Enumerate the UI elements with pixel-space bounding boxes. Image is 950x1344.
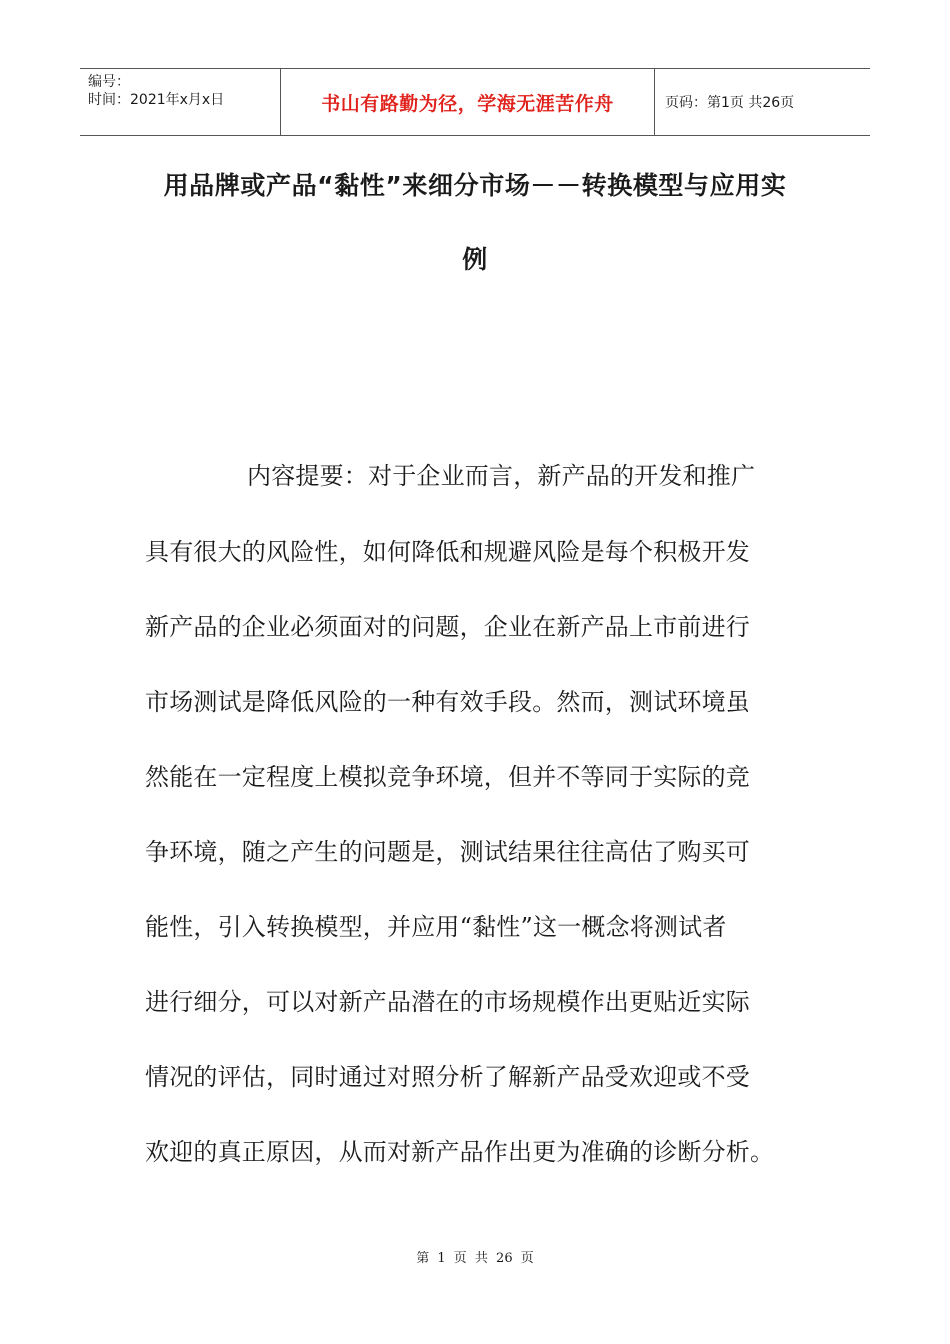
document-date-label: 时间：2021年x月x日 [88,92,225,108]
header-motto-cell [281,69,655,135]
body-line: 情况的评估，同时通过对照分析了解新产品受欢迎或不受 [145,1063,750,1091]
body-line: 争环境，随之产生的问题是，测试结果往往高估了购买可 [145,838,750,866]
body-line: 具有很大的风险性，如何降低和规避风险是每个积极开发 [145,538,750,566]
body-line: 欢迎的真正原因，从而对新产品作出更为准确的诊断分析。 [145,1138,775,1166]
body-line: 新产品的企业必须面对的问题，企业在新产品上市前进行 [145,613,750,641]
document-title-line-1: 用品牌或产品“黏性”来细分市场－－转换模型与应用实 [163,171,787,200]
body-line: 内容提要：对于企业而言，新产品的开发和推广 [247,462,756,490]
body-line: 然能在一定程度上模拟竞争环境，但并不等同于实际的竞 [145,763,750,791]
page-footer: 第 1 页 共 26 页 [416,1251,534,1266]
page-header [80,68,870,136]
body-line: 进行细分，可以对新产品潜在的市场规模作出更贴近实际 [145,988,750,1016]
header-page-info: 页码：第1页 共26页 [665,95,795,111]
document-title-line-2: 例 [462,245,488,274]
header-meta-cell [80,69,281,135]
body-line: 能性，引入转换模型，并应用“黏性”这一概念将测试者 [145,913,727,941]
document-number-label: 编号： [88,74,130,90]
header-motto: 书山有路勤为径，学海无涯苦作舟 [321,92,614,115]
header-page-cell [655,69,870,135]
body-line: 市场测试是降低风险的一种有效手段。然而，测试环境虽 [145,688,750,716]
